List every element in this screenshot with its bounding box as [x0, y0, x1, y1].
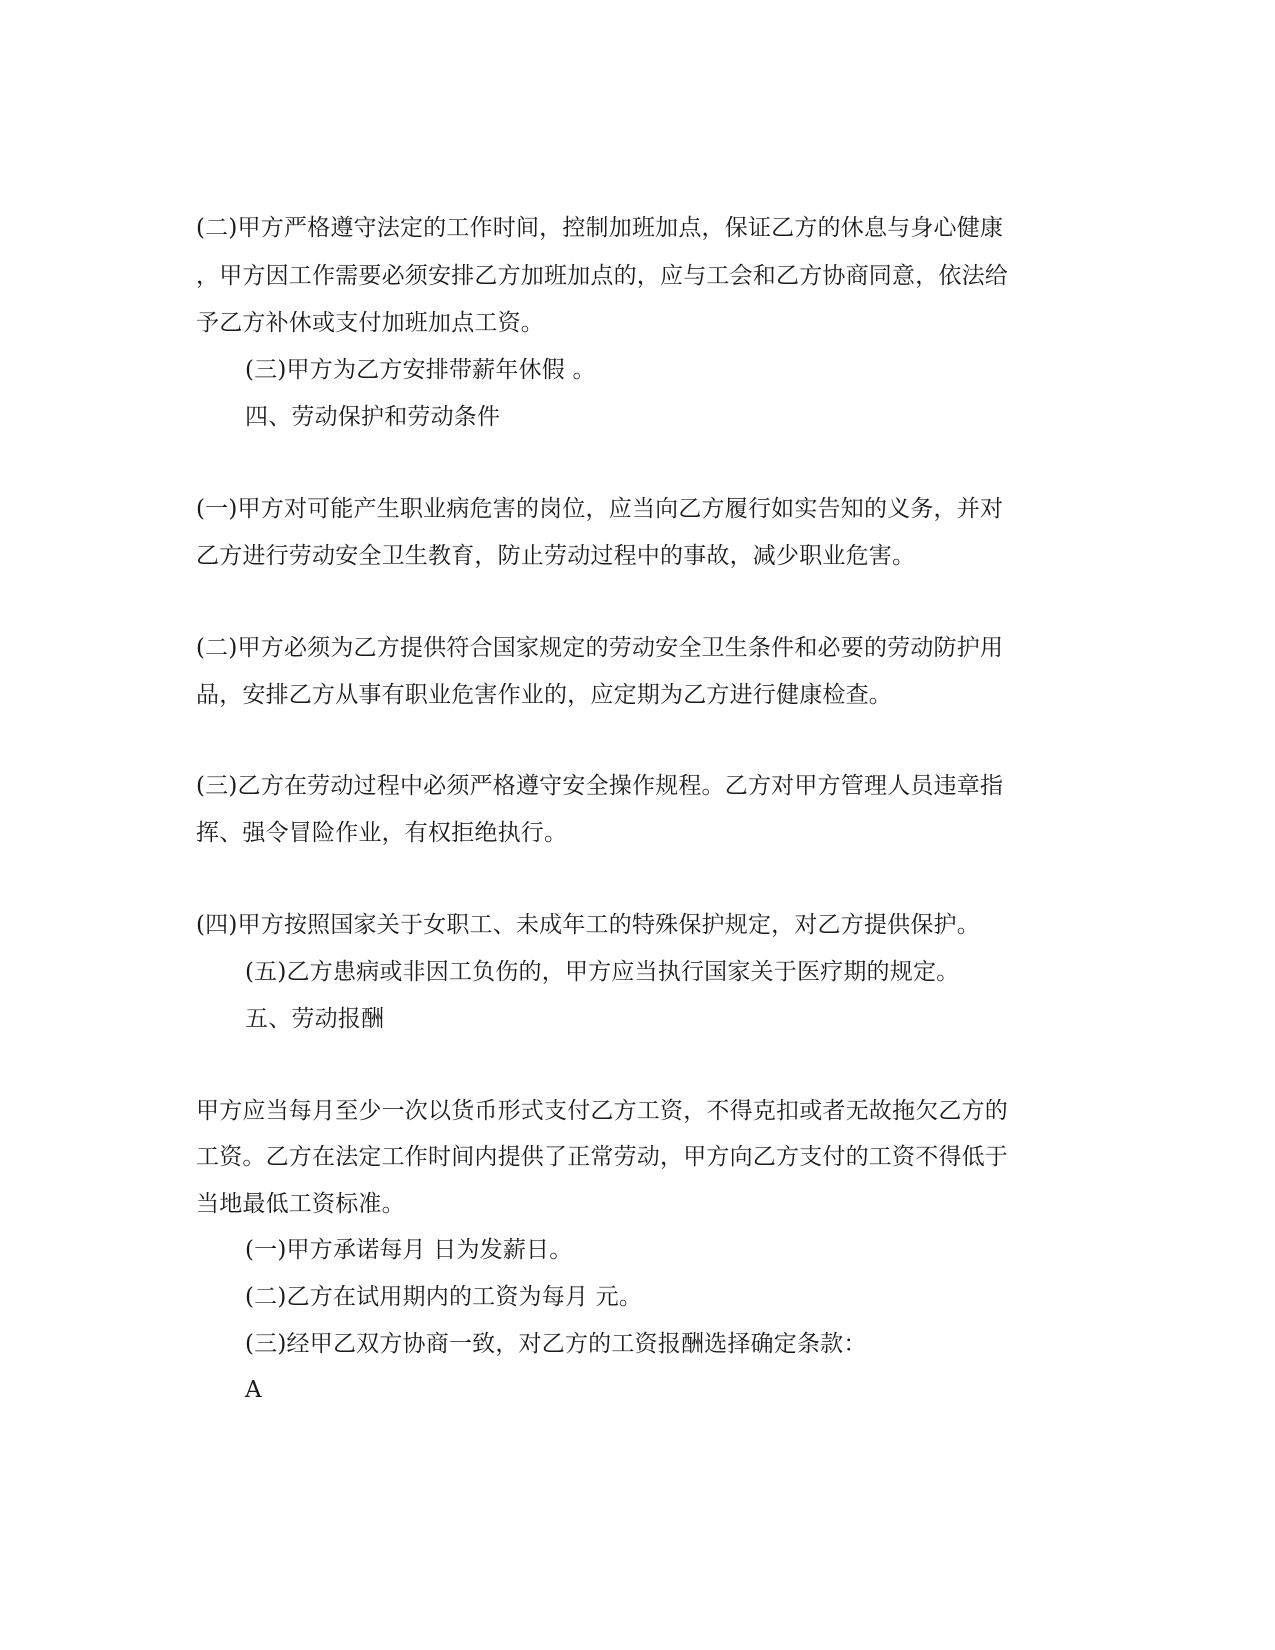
text-line: (三)乙方在劳动过程中必须严格遵守安全操作规程。乙方对甲方管理人员违章指 — [196, 773, 1004, 799]
text-line: (三)经甲乙双方协商一致，对乙方的工资报酬选择确定条款： — [245, 1331, 867, 1357]
text-line: 工资。乙方在法定工作时间内提供了正常劳动，甲方向乙方支付的工资不得低于 — [196, 1144, 1008, 1170]
text-line: (二)甲方必须为乙方提供符合国家规定的劳动安全卫生条件和必要的劳动防护用 — [196, 635, 1004, 661]
text-line: (五)乙方患病或非因工负伤的，甲方应当执行国家关于医疗期的规定。 — [245, 959, 960, 985]
text-line: (二)乙方在试用期内的工资为每月 元。 — [245, 1284, 643, 1310]
text-line: 甲方应当每月至少一次以货币形式支付乙方工资，不得克扣或者无故拖欠乙方的 — [196, 1098, 1008, 1124]
text-line: 品，安排乙方从事有职业危害作业的，应定期为乙方进行健康检查。 — [196, 682, 892, 708]
text-line: (一)甲方对可能产生职业病危害的岗位，应当向乙方履行如实告知的义务，并对 — [196, 496, 1004, 522]
section-heading: 四、劳动保护和劳动条件 — [245, 404, 501, 430]
text-line: 当地最低工资标准。 — [196, 1191, 405, 1217]
text-line: 予乙方补休或支付加班加点工资。 — [196, 310, 544, 336]
text-line: (一)甲方承诺每月 日为发薪日。 — [245, 1237, 573, 1263]
text-line: (三)甲方为乙方安排带薪年休假 。 — [245, 357, 596, 383]
text-line: 乙方进行劳动安全卫生教育，防止劳动过程中的事故，减少职业危害。 — [196, 543, 916, 569]
section-heading: 五、劳动报酬 — [245, 1006, 385, 1032]
text-line: A — [245, 1377, 262, 1403]
text-line: (二)甲方严格遵守法定的工作时间，控制加班加点，保证乙方的休息与身心健康 — [196, 215, 1004, 241]
text-line: 挥、强令冒险作业，有权拒绝执行。 — [196, 820, 568, 846]
text-line: (四)甲方按照国家关于女职工、未成年工的特殊保护规定，对乙方提供保护。 — [196, 912, 980, 938]
text-line: ，甲方因工作需要必须安排乙方加班加点的，应与工会和乙方协商同意，依法给 — [196, 263, 1008, 289]
